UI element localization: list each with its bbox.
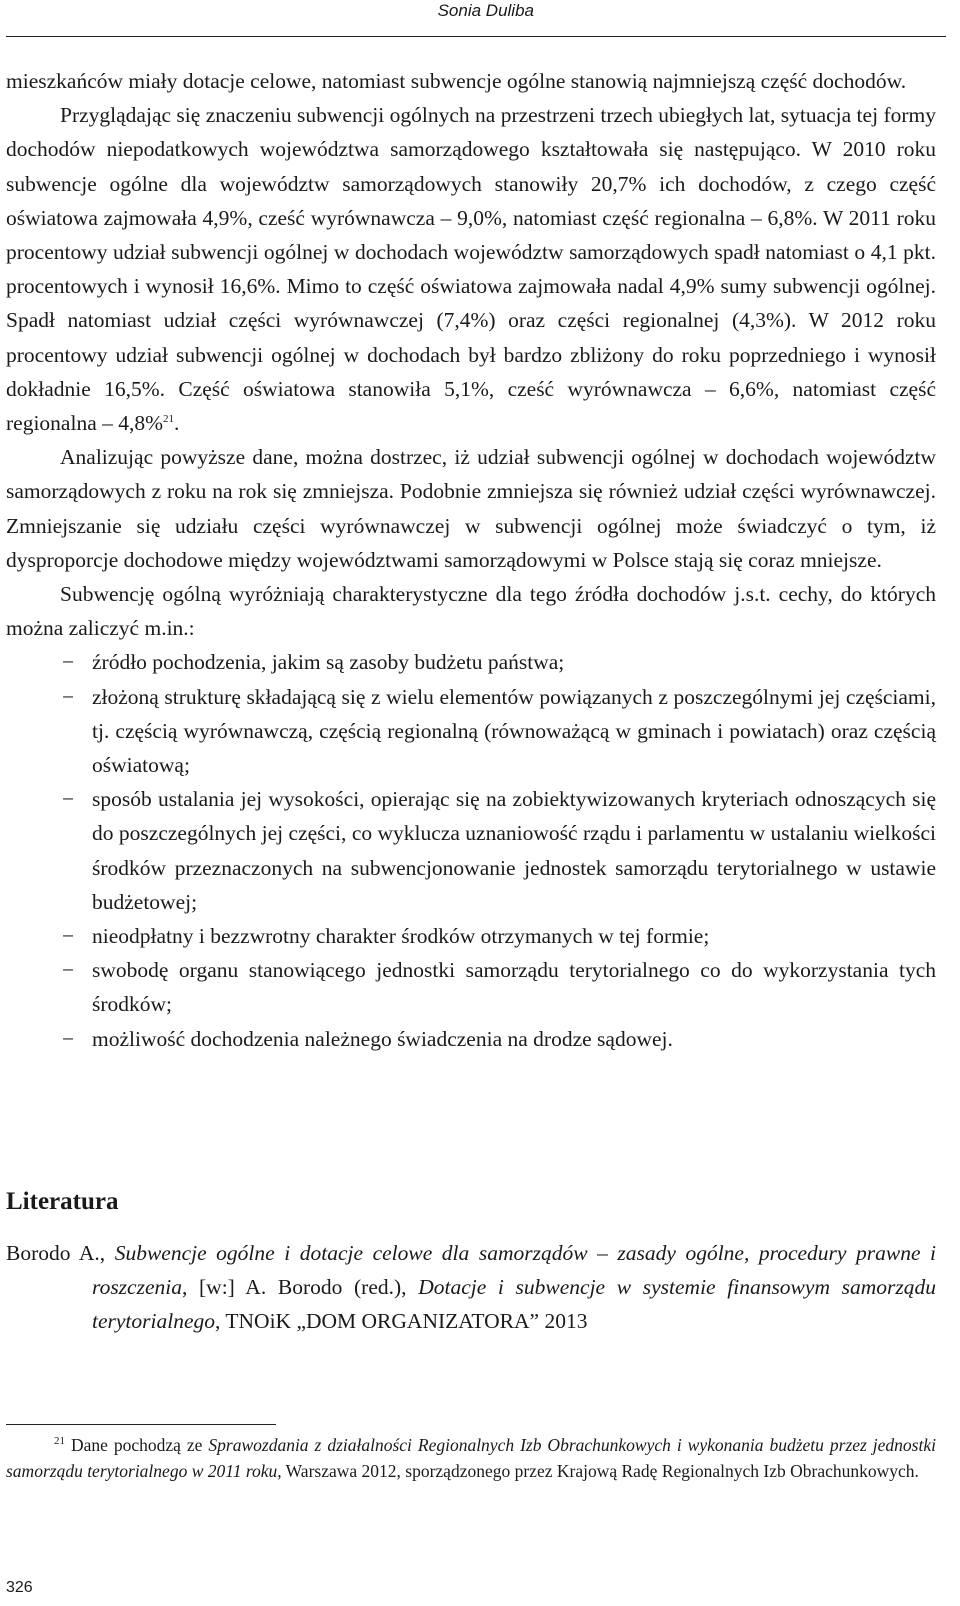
list-item-text: możliwość dochodzenia należnego świadczenia na drodze sądowej. [92,1026,673,1051]
features-list [6,645,936,1055]
list-item-text: sposób ustalania jej wysokości, opierając się na zobiektywizowanych kryteriach odnoszących się do poszczególnych jej części, co wyklucza uznaniowość rządu i parlamentu w ustalaniu wielkości środków przeznaczonych na subwencjonowanie jednostek samorządu terytorialnego w ustawie budżetowej; [92,787,936,914]
list-item [6,782,936,919]
bib-editor: , [w:] A. Borodo (red.), [181,1275,419,1300]
list-item-text: złożoną strukturę składającą się z wielu elementów powiązanych z poszczególnymi jej częściami, tj. częścią wyrównawczą, częścią regionalną (równoważącą w gminach i powiatach) oraz częścią oświatową; [92,684,936,778]
footnote-divider [6,1424,276,1425]
bib-publisher: , TNOiK „DOM ORGANIZATORA” 2013 [215,1309,588,1334]
paragraph-3: Analizując powyższe dane, można dostrzec, iż udział subwencji ogólnej w dochodach województw samorządowych z roku na rok się zmniejsza. Podobnie zmniejsza się również udział części wyrównawczej. Zmniejszanie się udziału części wyrównawczej w subwencji ogólnej może świadczyć o tym, iż dysproporcje dochodowe między województwami samorządowymi w Polsce stają się coraz mniejsze. [6,445,936,572]
list-item-text: swobodę organu stanowiącego jednostki samorządu terytorialnego co do wykorzystania tych środków; [92,958,936,1017]
bib-title-2: Dotacje i subwencje w systemie finansowym samorządu terytorialnego [92,1275,936,1334]
list-item [6,953,936,1021]
footnote-end: , Warszawa 2012, sporządzonego przez Krajową Radę Regionalnych Izb Obrachunkowych. [277,1461,919,1481]
bib-author: Borodo A., [6,1241,115,1265]
dash-bullet: − [62,650,75,675]
list-item [6,1022,936,1056]
dash-bullet: − [62,924,75,949]
list-item [6,645,936,679]
paragraph-1: mieszkańców miały dotacje celowe, natomiast subwencje ogólne stanowią najmniejszą część dochodów. [6,69,907,93]
dash-bullet: − [62,787,75,812]
paragraph-2-end: . [174,411,180,436]
footnote-lead: Dane pochodzą ze [65,1435,209,1455]
main-text [6,64,936,1056]
footnote-source-title: Sprawozdania z działalności Regionalnych Izb Obrachunkowych i wykonania budżetu przez jednostki samorządu terytorialnego w 2011 roku [6,1435,936,1481]
header-divider [6,36,946,37]
paragraph-2 [6,98,936,440]
list-item [6,680,936,783]
page-number: 326 [6,1579,33,1596]
paragraph-2-text: Przyglądając się znaczeniu subwencji ogólnych na przestrzeni trzech ubiegłych lat, sytuacja tej formy dochodów niepodatkowych województwa samorządowego kształtowała się następująco. W 2010 roku subwencje ogólne dla województw samorządowych stanowiły 20,7% ich dochodów, z czego część oświatowa zajmowała 4,9%, cześć wyrównawcza – 9,0%, natomiast część regionalna – 6,8%. W 2011 roku procentowy udział subwencji ogólnej w dochodach województw samorządowych spadł natomiast o 4,1 pkt. procentowych i wynosił 16,6%. Mimo to część oświatowa zajmowała nadal 4,9% sumy subwencji ogólnej. Spadł natomiast udział części wyrównawczej (7,4%) oraz części regionalnej (4,3%). W 2012 roku procentowy udział subwencji ogólnej w dochodach był bardzo zbliżony do roku poprzedniego i wynosił dokładnie 16,5%. Część oświatowa stanowiła 5,1%, cześć wyrównawcza – 6,6%, natomiast część regionalna – 4,8% [6,103,936,436]
footnote-ref-21[interactable]: 21 [163,412,175,425]
running-header-author: Sonia Duliba [437,1,534,20]
bibliography-entry [6,1236,936,1339]
list-item [6,919,936,953]
list-item-text: nieodpłatny i bezzwrotny charakter środków otrzymanych w tej formie; [92,924,710,949]
literature-heading: Literatura [6,1188,119,1215]
footnote-21 [6,1432,936,1484]
footnote-number: 21 [54,1435,65,1448]
list-item-text: źródło pochodzenia, jakim są zasoby budżetu państwa; [92,650,565,675]
dash-bullet: − [62,958,75,983]
dash-bullet: − [62,1026,75,1051]
paragraph-4: Subwencję ogólną wyróżniają charakterystyczne dla tego źródła dochodów j.s.t. cechy, do których można zaliczyć m.in.: [6,582,936,641]
dash-bullet: − [62,684,75,709]
bib-title-1: Subwencje ogólne i dotacje celowe dla samorządów – zasady ogólne, procedury prawne i roszczenia [92,1241,936,1300]
